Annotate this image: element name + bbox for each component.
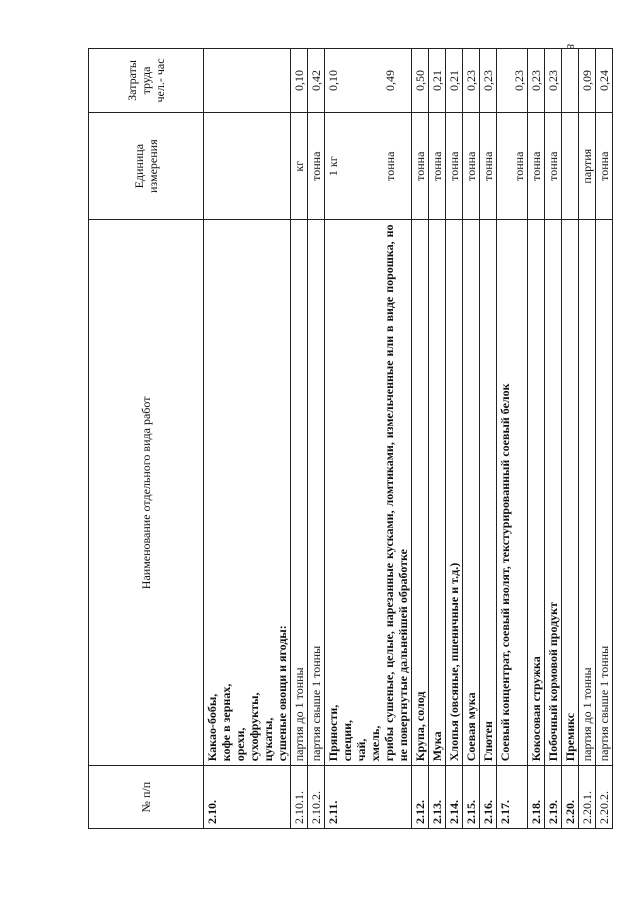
table-header-row [89,49,204,829]
row-cost: 0,24 [596,49,613,113]
table-row [545,49,562,829]
row-name: партия свыше 1 тонны [308,220,325,766]
name-line: кофе в зернах, [219,683,233,762]
header-num: № п/п [89,766,204,829]
row-name: Побочный кормовой продукт [545,220,562,766]
row-number: 2.10.1. [291,766,308,829]
row-cost [204,49,291,113]
table-row [579,49,596,829]
name-line: чай, [354,738,368,762]
row-unit [325,112,412,220]
row-name: Кокосовая стружка [528,220,545,766]
table-row [204,49,291,829]
row-unit: тонна [545,112,562,220]
row-name: Мука [429,220,446,766]
row-number: 2.10. [204,766,291,829]
row-cost [497,49,528,113]
row-cost: 0,23 [463,49,480,113]
row-number: 2.20. [562,766,579,829]
name-paragraph: грибы сушеные, целые, нарезанные кусками, ломтиками, измельченные или в виде порошка, но не повергнутые дальнейшей обработке [382,224,410,762]
table-row [291,49,308,829]
table-row [497,49,528,829]
header-name: Наименование отдельного вида работ [89,220,204,766]
row-number: 2.16. [480,766,497,829]
labor-cost-table [88,48,613,829]
name-line: специи, [340,719,354,762]
unit-value: тонна [383,151,397,181]
cost-value: 0,10 [326,69,340,91]
table-row [412,49,429,829]
row-name [204,220,291,766]
row-number: 2.20.1. [579,766,596,829]
row-number: 2.19. [545,766,562,829]
row-unit: тонна [528,112,545,220]
row-unit [497,112,528,220]
row-unit: тонна [596,112,613,220]
row-name: партия до 1 тонны [291,220,308,766]
row-cost: 0,23 [480,49,497,113]
table-row [325,49,412,829]
row-name: Крупа, солод [412,220,429,766]
row-unit: тонна [308,112,325,220]
row-unit [562,112,579,220]
row-name: партия до 1 тонны [579,220,596,766]
row-unit: тонна [480,112,497,220]
row-number: 2.18. [528,766,545,829]
row-cost [562,49,579,113]
row-unit: тонна [446,112,463,220]
row-unit: кг [291,112,308,220]
row-cost: 0,23 [528,49,545,113]
row-number: 2.20.2. [596,766,613,829]
cost-value: 0,49 [383,69,397,91]
row-cost: 0,42 [308,49,325,113]
row-unit: тонна [412,112,429,220]
row-name: Глютен [480,220,497,766]
page-number: 8 [564,44,576,50]
name-line: цукаты, [261,717,275,762]
row-unit: тонна [429,112,446,220]
row-cost: 0,09 [579,49,596,113]
rotated-table-wrapper [88,48,611,829]
row-cost [325,49,412,113]
row-unit: тонна [463,112,480,220]
name-line: Какао-бобы, [205,693,219,762]
table-row [308,49,325,829]
table-row [480,49,497,829]
row-name: партия свыше 1 тонны [596,220,613,766]
row-name: Соевый концентрат, соевый изолят, текстурированный соевый белок [497,220,528,766]
row-number: 2.14. [446,766,463,829]
table-row [429,49,446,829]
row-unit: партия [579,112,596,220]
name-line: хмель, [368,725,382,762]
cost-value: 0,23 [512,69,526,91]
row-number: 2.15. [463,766,480,829]
row-cost: 0,50 [412,49,429,113]
name-line: сухофрукты, [247,692,261,762]
row-number: 2.17. [497,766,528,829]
name-line: орехи, [233,727,247,762]
row-name: Премикс [562,220,579,766]
table-row [528,49,545,829]
row-cost: 0,21 [446,49,463,113]
row-cost: 0,23 [545,49,562,113]
row-number: 2.10.2. [308,766,325,829]
header-unit: Единица измерения [89,112,204,220]
header-cost: Затраты труда чел.- час [89,49,204,113]
row-number: 2.13. [429,766,446,829]
row-name: Соевая мука [463,220,480,766]
row-number: 2.12. [412,766,429,829]
row-cost: 0,10 [291,49,308,113]
table-row [463,49,480,829]
row-cost: 0,21 [429,49,446,113]
row-name [325,220,412,766]
name-line: сушеные овощи и ягоды: [275,625,289,762]
name-line: Пряности, [326,704,340,762]
row-number: 2.11. [325,766,412,829]
table-row [562,49,579,829]
row-name: Хлопья (овсяные, пшеничные и т.д.) [446,220,463,766]
table-row [446,49,463,829]
unit-value: 1 кг [326,156,340,177]
table-row [596,49,613,829]
row-unit [204,112,291,220]
unit-value: тонна [512,151,526,181]
